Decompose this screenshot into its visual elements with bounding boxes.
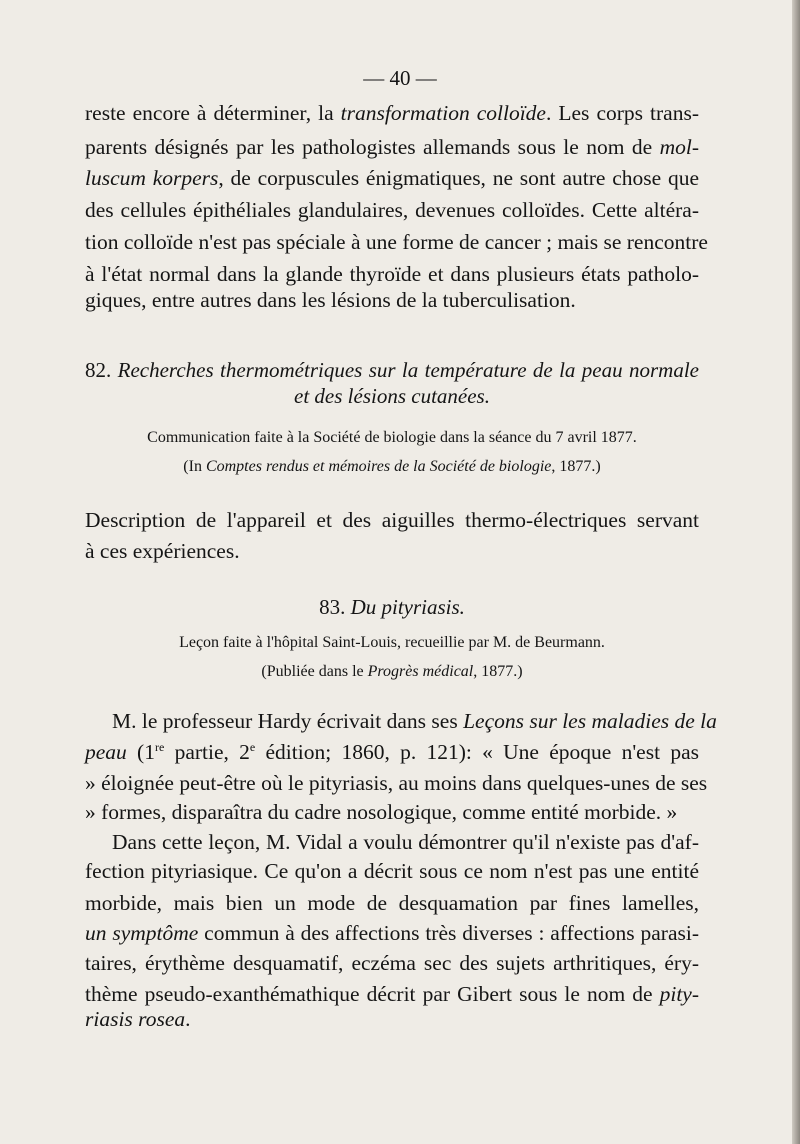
- section-82-title-cont: et des lésions cutanées.: [294, 384, 490, 408]
- section-82-reference: (In Comptes rendus et mémoires de la Société de biologie, 1877.): [183, 458, 601, 475]
- section-83-publication: (Publiée dans le Progrès médical, 1877.): [261, 663, 523, 680]
- section-83-paragraph-1: peau (1re partie, 2e édition; 1860, p. 121): « Une époque n'est pas: [85, 739, 699, 764]
- section-83-paragraph-2: riasis rosea.: [85, 1007, 191, 1031]
- page-number: — 40 —: [363, 66, 437, 90]
- intro-line: reste encore à déterminer, la transformation colloïde. Les corps trans-: [85, 101, 699, 125]
- section-83-paragraph-2: taires, érythème desquamatif, eczéma sec des sujets arthritiques, éry-: [85, 951, 699, 975]
- section-83-paragraph-2: thème pseudo-exanthémathique décrit par Gibert sous le nom de pity-: [85, 982, 699, 1006]
- section-83-paragraph-1: M. le professeur Hardy écrivait dans ses Leçons sur les maladies de la: [112, 709, 717, 733]
- section-82-title: 82. Recherches thermométriques sur la température de la peau normale: [85, 358, 700, 382]
- section-83-paragraph-2: un symptôme commun à des affections très diverses : affections parasi-: [85, 921, 700, 945]
- section-82-communication: Communication faite à la Société de biologie dans la séance du 7 avril 1877.: [147, 429, 637, 446]
- intro-line: à l'état normal dans la glande thyroïde et dans plusieurs états patholo-: [85, 262, 699, 286]
- intro-line: des cellules épithéliales glandulaires, devenues colloïdes. Cette altéra-: [85, 198, 699, 222]
- intro-line: giques, entre autres dans les lésions de la tuberculisation.: [85, 288, 576, 312]
- page-edge: [792, 0, 800, 1144]
- section-82-body: à ces expériences.: [85, 539, 240, 563]
- section-83-title: 83. Du pityriasis.: [319, 595, 465, 619]
- intro-line: parents désignés par les pathologistes allemands sous le nom de mol-: [85, 135, 699, 159]
- section-83-paragraph-2: Dans cette leçon, M. Vidal a voulu démontrer qu'il n'existe pas d'af-: [112, 830, 699, 854]
- intro-line: luscum korpers, de corpuscules énigmatiques, ne sont autre chose que: [85, 166, 699, 190]
- section-83-lecture: Leçon faite à l'hôpital Saint-Louis, recueillie par M. de Beurmann.: [179, 634, 605, 651]
- intro-line: tion colloïde n'est pas spéciale à une forme de cancer ; mais se rencontre: [85, 230, 708, 254]
- section-83-paragraph-2: fection pityriasique. Ce qu'on a décrit sous ce nom n'est pas une entité: [85, 859, 699, 883]
- section-83-paragraph-1: » formes, disparaîtra du cadre nosologique, comme entité morbide. »: [85, 800, 678, 824]
- section-82-body: Description de l'appareil et des aiguilles thermo-électriques servant: [85, 508, 699, 532]
- section-83-paragraph-1: » éloignée peut-être où le pityriasis, au moins dans quelques-unes de ses: [85, 771, 708, 795]
- section-83-paragraph-2: morbide, mais bien un mode de desquamation par fines lamelles,: [85, 891, 699, 915]
